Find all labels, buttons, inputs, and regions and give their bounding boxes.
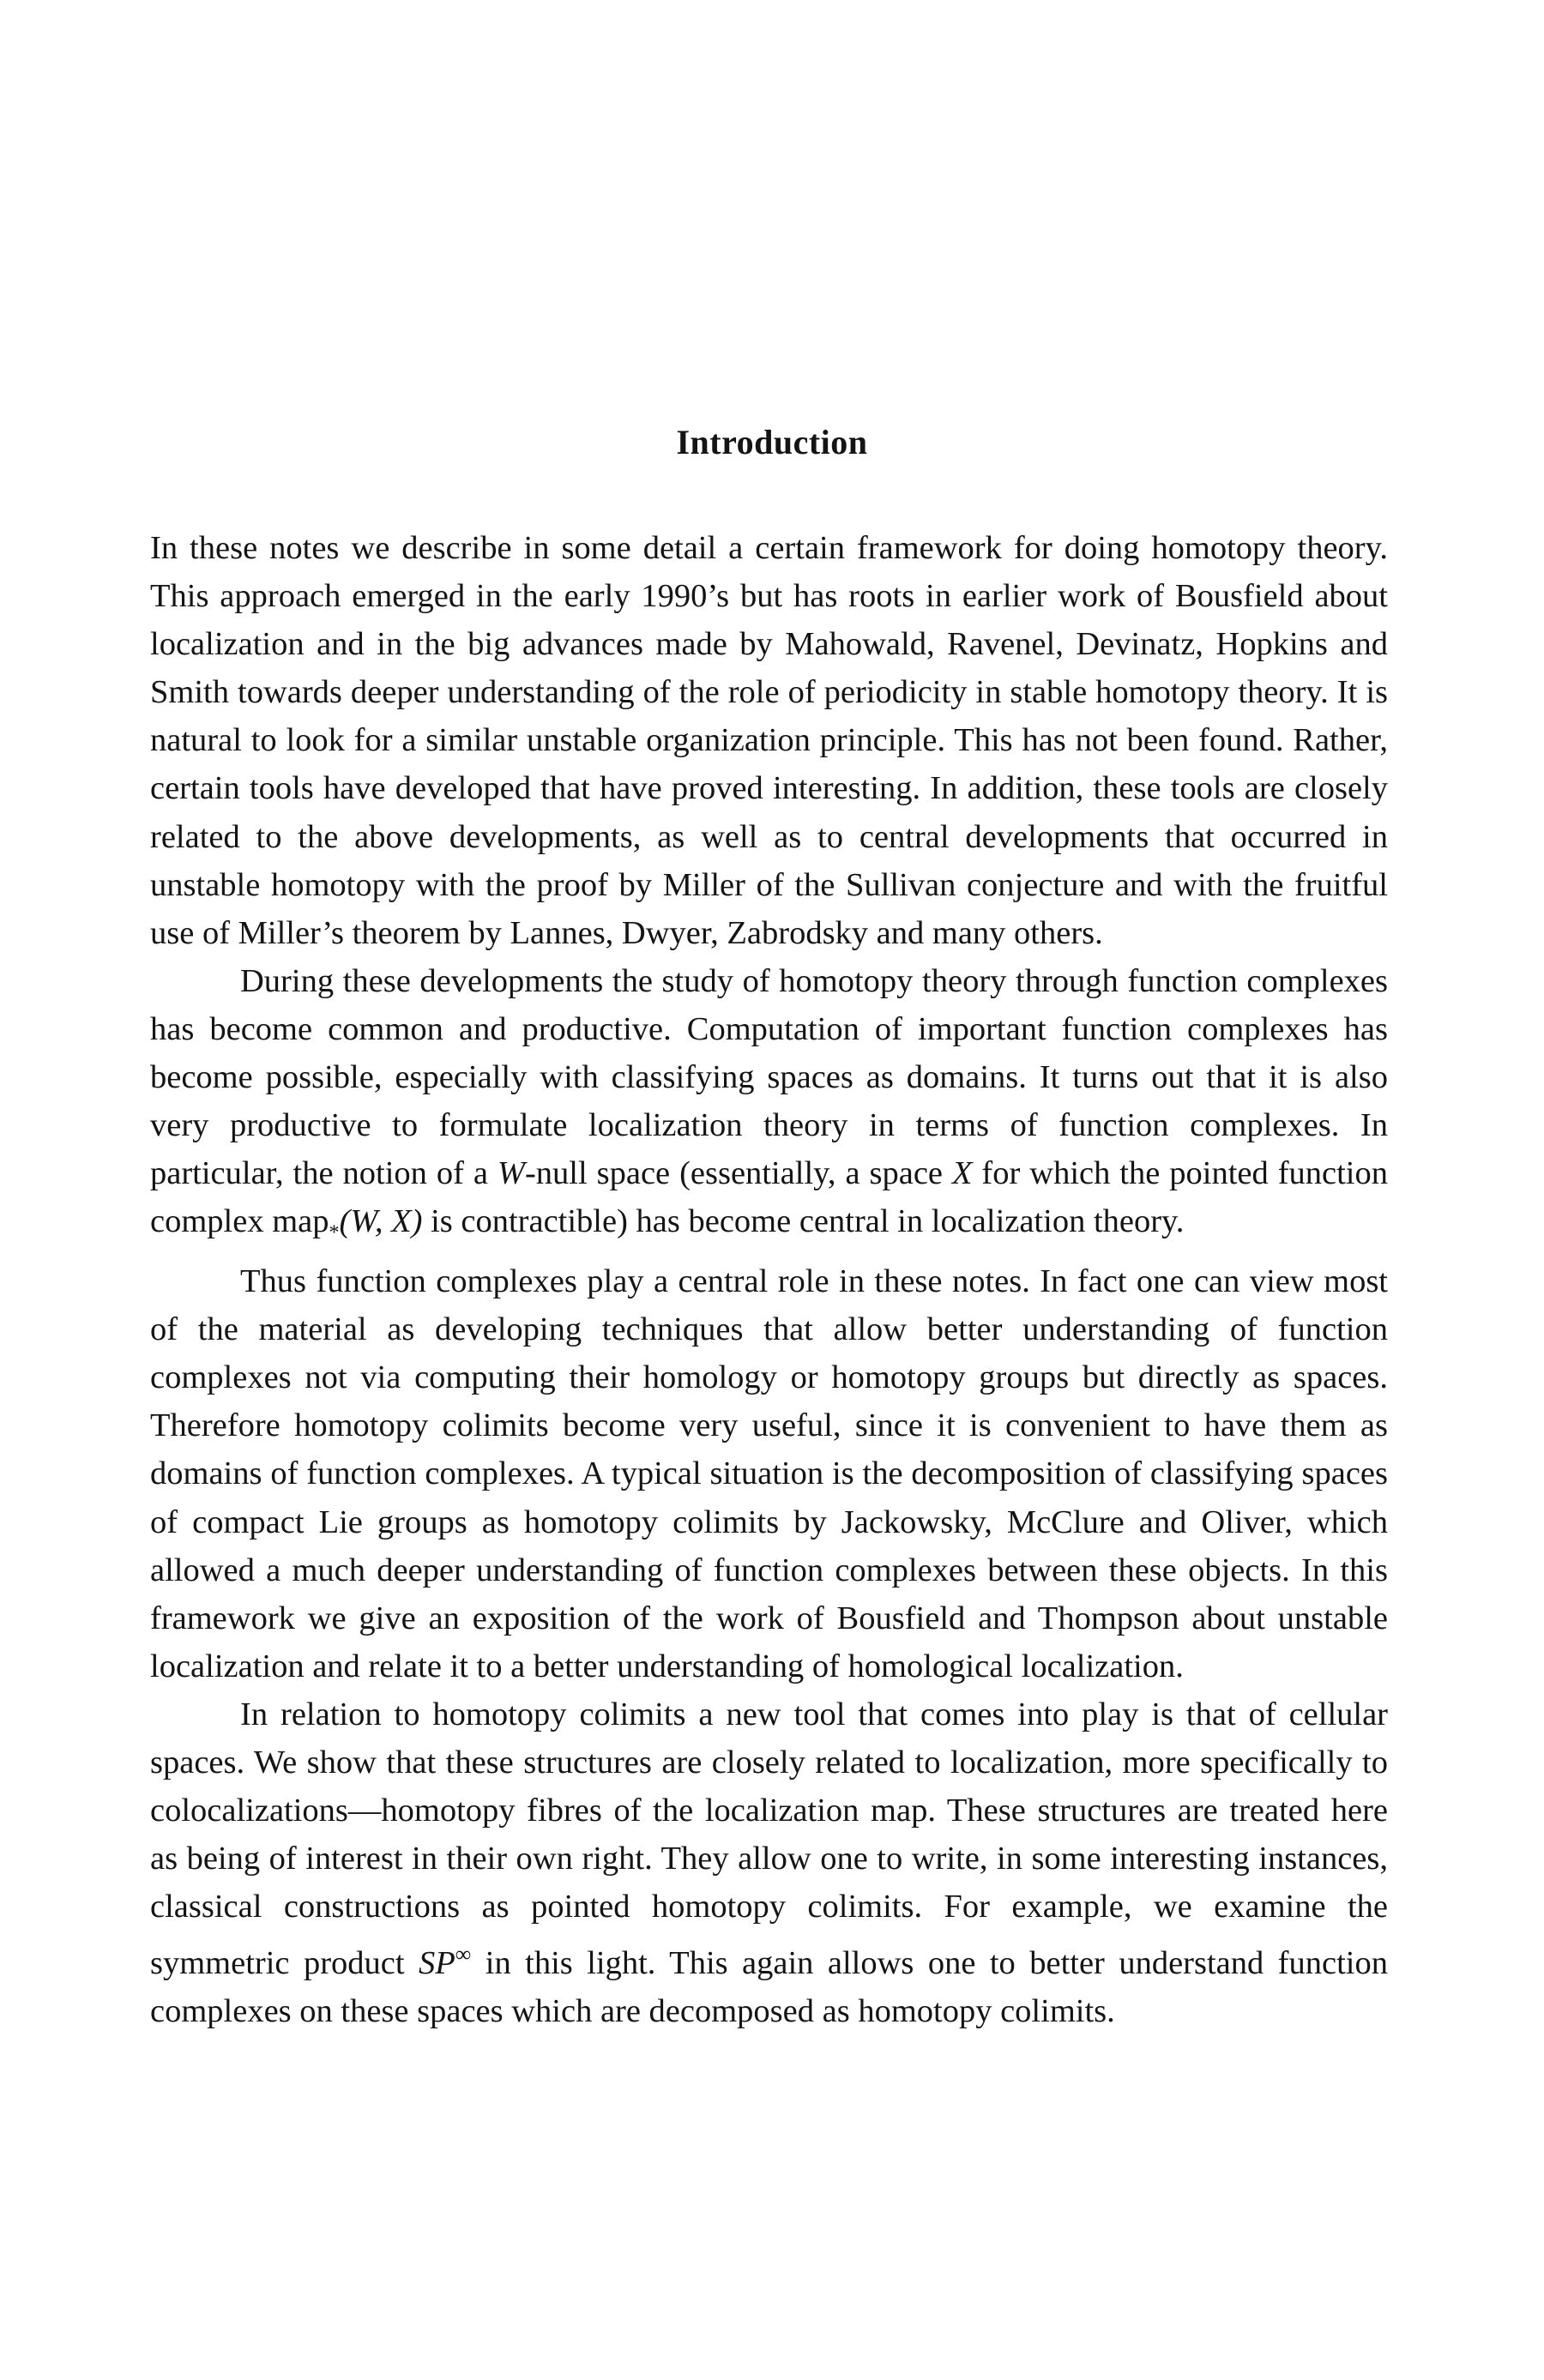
math-symbol-x: X (951, 1155, 973, 1192)
math-function-complex (272, 1203, 423, 1244)
paragraph-1: In these notes we describe in some detail a certain framework for doing homotopy theory. This approach emerged in the early 1990’s but has roots in earlier work of Bousfield about localization and in the big advances made by Mahowald, Ravenel, Devinatz, Hopkins and Smith towards deeper understanding of the role of periodicity in stable homotopy theory. It is natural to look for a similar unstable organization principle. This has not been found. Rather, certain tools have developed that have proved interesting. In addition, these tools are closely related to the above developments, as well as to central developments that occurred in unstable homotopy with the proof by Miller of the Sullivan conjecture and with the fruitful use of Miller’s theorem by Lannes, Dwyer, Zabrodsky and many others. (150, 530, 1388, 951)
math-map-arguments: (W, X) (339, 1203, 423, 1240)
paragraph-2 (150, 957, 1388, 1257)
paragraph-2-text-d: is contractible) has become central in localization theory. (422, 1203, 1185, 1240)
math-map: map (272, 1203, 329, 1240)
page-title: Introduction (676, 423, 868, 461)
paragraph-3: Thus function complexes play a central role in these notes. In fact one can view most of the material as developing techniques that allow better understanding of function complexes not via computing their homology or homotopy groups but directly as spaces. Therefore homotopy colimits become very useful, since it is convenient to have them as domains of function complexes. A typical situation is the decomposition of classifying spaces of compact Lie groups as homotopy colimits by Jackowsky, McClure and Oliver, which allowed a much deeper understanding of function complexes between these objects. In this framework we give an exposition of the work of Bousfield and Thompson about unstable localization and relate it to a better understanding of homological localization. (150, 1263, 1388, 1684)
paragraph-4 (150, 1690, 1388, 2035)
paragraph-2-text-a: During these developments the study of homotopy theory through function complexes has become common and productive. Computation of important function complexes has become possible, especially with classifying spaces as domains. It turns out that it is also very productive to formulate localization theory in terms of function complexes. In particular, the notion of a (150, 962, 1388, 1192)
paragraph-2-text-b: -null space (essentially, a space (524, 1155, 952, 1192)
math-infinity-superscript: ∞ (455, 1942, 472, 1967)
body-text (150, 524, 1388, 2035)
math-sp: SP (419, 1945, 455, 1982)
math-symbol-w: W (497, 1155, 525, 1192)
paragraph-2-text-c: for which the pointed function complex (150, 1155, 1388, 1240)
math-pointed-subscript: * (329, 1222, 340, 1244)
paragraph-4-text-b: in this light. This again allows one to better understand function complexes on these spaces which are decomposed as homotopy colimits. (150, 1945, 1388, 2030)
math-symmetric-product (419, 1942, 472, 1982)
paragraph-4-text-a: In relation to homotopy colimits a new tool that comes into play is that of cellular spaces. We show that these structures are closely related to localization, more specifically to colocalizations—homotopy fibres of the localization map. These structures are treated here as being of interest in their own right. They allow one to write, in some interesting instances, classical constructions as pointed homotopy colimits. For example, we examine the symmetric product (150, 1696, 1388, 1982)
